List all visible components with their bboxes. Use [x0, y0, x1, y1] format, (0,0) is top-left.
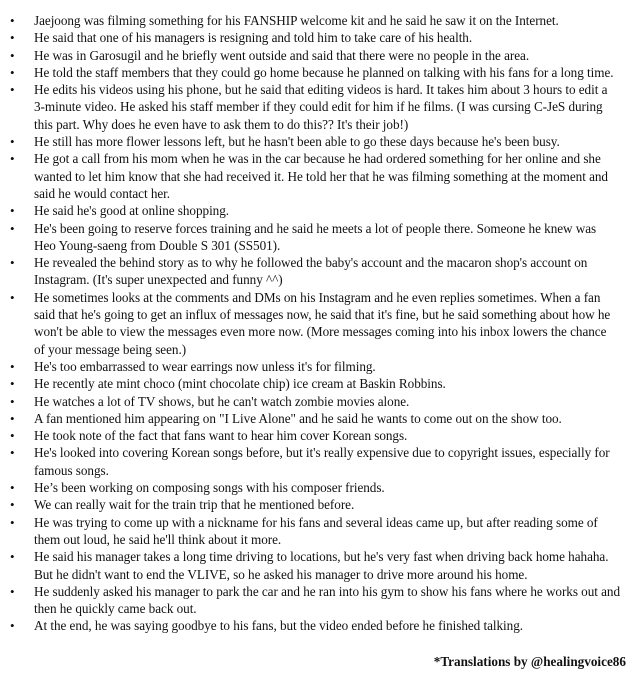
list-item-text: He told the staff members that they could go home because he planned on talking with his fans for a long time.: [34, 64, 614, 80]
list-item: [10, 133, 620, 150]
bullet-icon: •: [10, 203, 15, 219]
list-item-text: Jaejoong was filming something for his FANSHIP welcome kit and he said he saw it on the Internet.: [34, 13, 559, 28]
bullet-icon: •: [10, 358, 15, 374]
list-item-text: He said his manager takes a long time driving to locations, but he's very fast when driving back home hahaha. But he didn't want to end the VLIVE, so he asked his manager to drive more around his home.: [34, 549, 609, 582]
list-item-text: He recently ate mint choco (mint chocolate chip) ice cream at Baskin Robbins.: [34, 376, 446, 392]
bullet-icon: •: [10, 30, 15, 46]
list-item: [10, 583, 621, 618]
list-item: [10, 617, 620, 634]
list-item: [10, 514, 620, 549]
bullet-icon: •: [10, 151, 15, 167]
list-item: [10, 496, 620, 513]
bullet-icon: •: [10, 82, 15, 98]
list-item-text: He was in Garosugil and he briefly went outside and said that there were no people in the area.: [34, 47, 530, 63]
bullet-icon: •: [10, 480, 15, 496]
list-item: [10, 150, 620, 202]
list-item-text: He watches a lot of TV shows, but he can't watch zombie movies alone.: [34, 393, 410, 409]
list-item-text: A fan mentioned him appearing on "I Live Alone" and he said he wants to come out on the show too.: [34, 410, 562, 426]
bullet-icon: •: [10, 514, 15, 530]
list-item: [10, 289, 620, 358]
bullet-icon: •: [10, 47, 15, 63]
list-item: [10, 444, 620, 479]
list-item: [10, 81, 620, 133]
list-item: [10, 548, 620, 583]
list-item: [10, 220, 620, 255]
list-item-text: He said he's good at online shopping.: [34, 203, 230, 219]
list-item: [10, 358, 620, 375]
list-item-text: He took note of the fact that fans want to hear him cover Korean songs.: [34, 428, 408, 444]
list-item-text: He sometimes looks at the comments and DMs on his Instagram and he even replies sometimes. When a fan said that he's going to get an influx of messages now, he said that it's fine, but he said something about how he won't be able to view the messages even more now. (More messages coming into his inbox lowers the chance of your message being seen.): [34, 289, 611, 357]
list-item-text: We can really wait for the train trip that he mentioned before.: [34, 497, 355, 513]
bullet-icon: •: [10, 410, 15, 426]
bullet-icon: •: [10, 289, 15, 305]
list-item: [10, 375, 620, 392]
list-item: [10, 427, 620, 444]
bullet-icon: •: [10, 64, 15, 80]
list-item-text: He’s been working on composing songs with his composer friends.: [34, 480, 385, 496]
bullet-icon: •: [10, 445, 15, 461]
list-item-text: At the end, he was saying goodbye to his fans, but the video ended before he finished talking.: [34, 618, 523, 634]
list-item: [10, 254, 620, 289]
translation-credit: *Translations by @healingvoice86: [433, 654, 626, 669]
list-item-text: He's too embarrassed to wear earrings now unless it's for filming.: [34, 358, 376, 374]
list-item-text: He suddenly asked his manager to park the car and he ran into his gym to show his fans where he works out and then he quickly came back out.: [34, 583, 621, 617]
list-item: [10, 410, 620, 427]
bullet-icon: •: [10, 618, 15, 634]
bullet-icon: •: [10, 497, 15, 513]
list-item-text: He said that one of his managers is resigning and told him to take care of his health.: [34, 30, 473, 46]
list-item: [10, 479, 620, 496]
list-item: [10, 47, 620, 64]
list-item-text: He was trying to come up with a nickname for his fans and several ideas came up, but after reading some of them out loud, he said he'll think about it more.: [34, 514, 598, 547]
list-item-text: He edits his videos using his phone, but he said that editing videos is hard. It takes him about 3 hours to edit a 3-minute video. He asked his staff member if they could edit for him if he films. (I was cursing C-JeS during this part. Why does he even have to ask them to do this?? It's their job!): [34, 82, 608, 132]
list-item-text: He's been going to reserve forces training and he said he meets a lot of people there. Someone he knew was Heo Young-saeng from Double S 301 (SS501).: [34, 220, 597, 253]
list-item: [10, 202, 620, 219]
bullet-icon: •: [10, 220, 15, 236]
list-item: [10, 12, 620, 29]
bullet-icon: •: [10, 255, 15, 271]
list-item: [10, 393, 620, 410]
bullet-icon: •: [10, 134, 15, 150]
list-item-text: He still has more flower lessons left, but he hasn't been able to go these days because he's been busy.: [34, 134, 560, 150]
list-item: [10, 64, 620, 81]
bullet-icon: •: [10, 583, 15, 599]
list-item: [10, 29, 620, 46]
list-item-text: He got a call from his mom when he was in the car because he had ordered something for her online and she wanted to let him know that she had received it. He told her that he was filming something at the moment and said he would contact her.: [34, 151, 608, 201]
list-item-text: He's looked into covering Korean songs before, but it's really expensive due to copyright issues, especially for famous songs.: [34, 445, 610, 478]
bullet-icon: •: [10, 13, 15, 28]
bullet-icon: •: [10, 393, 15, 409]
bullet-icon: •: [10, 428, 15, 444]
bullet-icon: •: [10, 549, 15, 565]
bullet-icon: •: [10, 376, 15, 392]
list-item-text: He revealed the behind story as to why he followed the baby's account and the macaron shop's account on Instagram. (It's super unexpected and funny ^^): [34, 255, 588, 288]
